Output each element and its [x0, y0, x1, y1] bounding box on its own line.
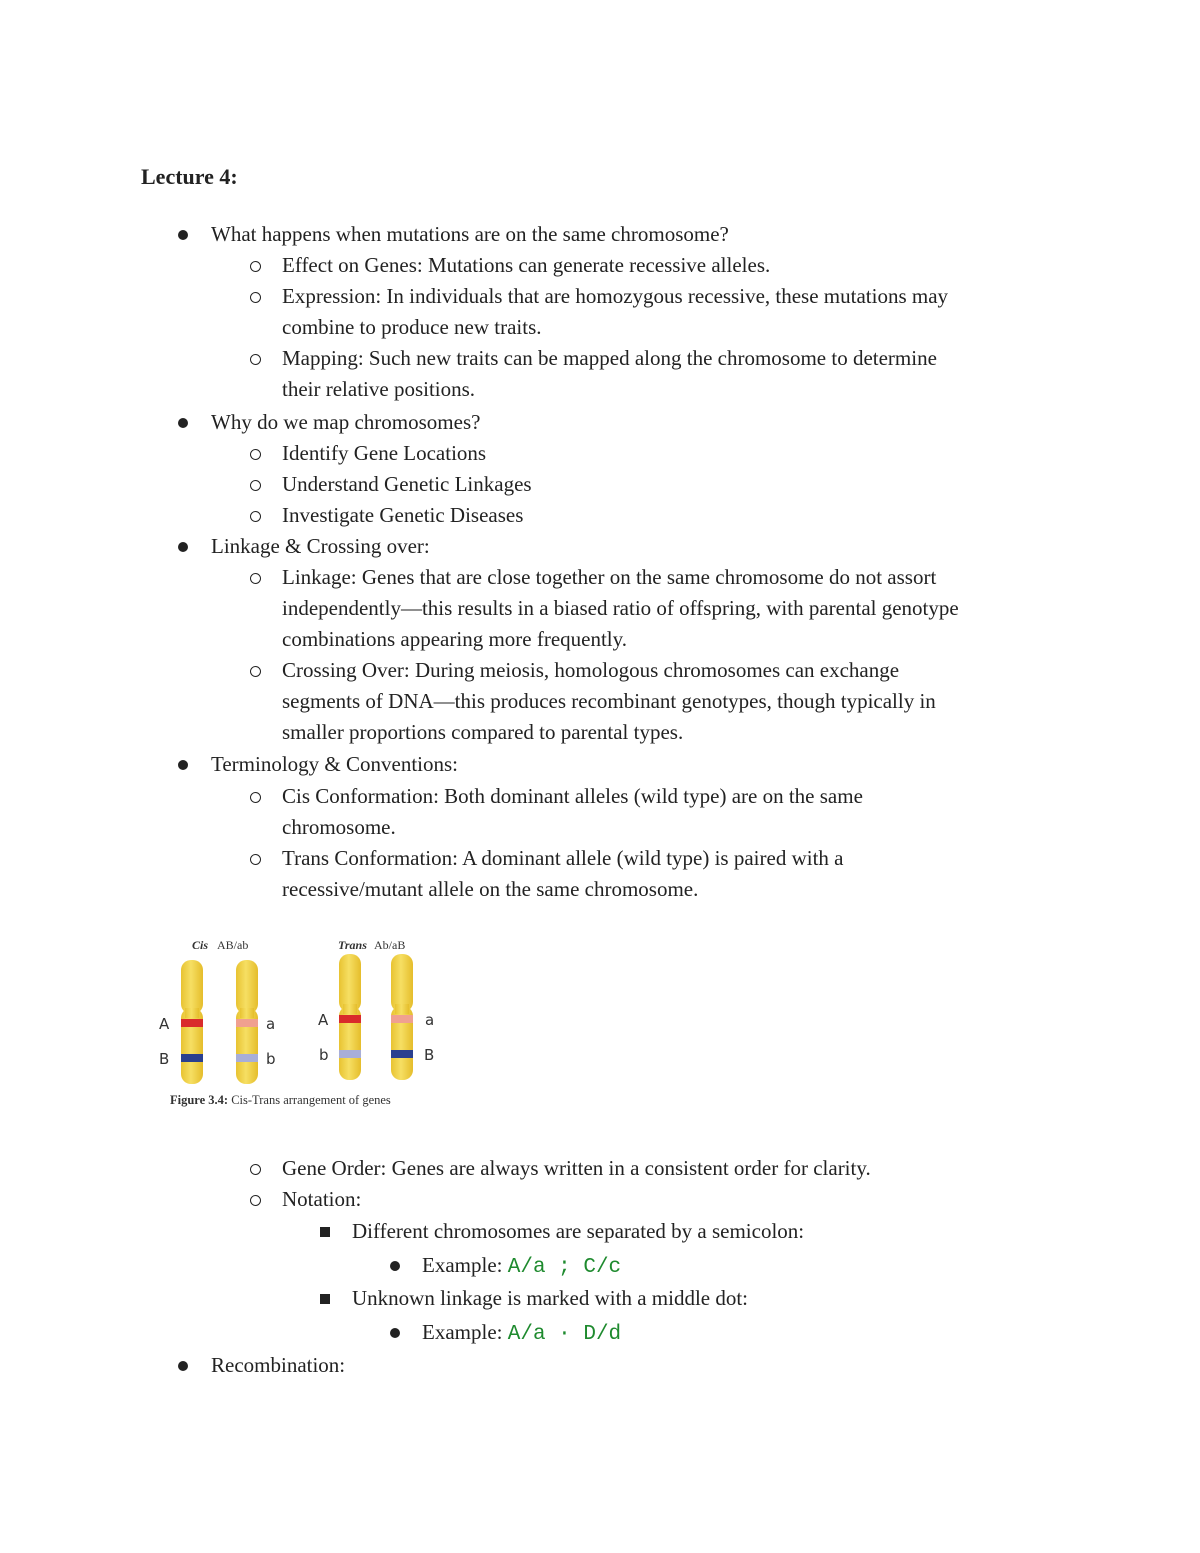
bullet-circle-icon [250, 1195, 261, 1206]
allele-band [236, 1054, 258, 1062]
cis-chromosome-1 [181, 960, 203, 1084]
cis-trans-figure [150, 930, 440, 1115]
bullet-circle-icon [250, 511, 261, 522]
example-code: A/a · D/d [507, 1323, 622, 1346]
allele-label: b [266, 1050, 276, 1068]
bullet-circle-icon [250, 666, 261, 677]
allele-label: a [266, 1015, 276, 1033]
allele-band [181, 1054, 203, 1062]
list-item-continuation: independently—this results in a biased ratio of offspring, with parental genotype [282, 596, 959, 620]
bullet-circle-icon [250, 261, 261, 272]
allele-label: a [425, 1011, 435, 1029]
list-item: Gene Order: Genes are always written in a consistent order for clarity. [282, 1156, 871, 1180]
list-item: Cis Conformation: Both dominant alleles (wild type) are on the same [282, 784, 863, 808]
trans-chromosome-1 [339, 954, 361, 1080]
list-item-continuation: combinations appearing more frequently. [282, 627, 628, 651]
list-item: Expression: In individuals that are homozygous recessive, these mutations may [282, 284, 949, 308]
bullet-square-icon [320, 1294, 330, 1304]
example-line [422, 1317, 621, 1350]
trans-genotype: Ab/aB [374, 938, 406, 952]
example-line [422, 1250, 621, 1283]
bullet-circle-icon [250, 1164, 261, 1175]
bullet-circle-icon [250, 792, 261, 803]
trans-chromosome-2 [391, 954, 413, 1080]
bullet-circle-icon [250, 354, 261, 365]
allele-band [339, 1050, 361, 1058]
allele-label: A [318, 1011, 329, 1029]
example-label: Example: [422, 1253, 503, 1277]
list-item: Linkage: Genes that are close together on the same chromosome do not assort [282, 565, 937, 589]
list-item: Trans Conformation: A dominant allele (wild type) is paired with a [282, 846, 844, 870]
list-item: Identify Gene Locations [282, 441, 487, 465]
bullet-dot-icon [178, 760, 188, 770]
allele-label: B [424, 1046, 435, 1064]
example-code: A/a ; C/c [507, 1256, 622, 1279]
example-label: Example: [422, 1320, 503, 1344]
list-item: Understand Genetic Linkages [282, 472, 532, 496]
list-item: Mapping: Such new traits can be mapped along the chromosome to determine [282, 346, 937, 370]
bullet-dot-icon [178, 542, 188, 552]
allele-band [391, 1050, 413, 1058]
allele-label: B [159, 1050, 170, 1068]
allele-band [391, 1015, 413, 1023]
bullet-dot-icon [390, 1261, 400, 1271]
caption-label: Figure 3.4: [170, 1093, 229, 1107]
section-heading: Terminology & Conventions: [211, 752, 459, 776]
list-item-continuation: their relative positions. [282, 377, 476, 401]
sub-list-item: Unknown linkage is marked with a middle dot: [352, 1286, 749, 1310]
section-heading: Why do we map chromosomes? [211, 410, 481, 434]
list-item-continuation: recessive/mutant allele on the same chromosome. [282, 877, 699, 901]
list-item: Crossing Over: During meiosis, homologous chromosomes can exchange [282, 658, 900, 682]
list-item: Investigate Genetic Diseases [282, 503, 524, 527]
allele-band [236, 1019, 258, 1027]
bullet-circle-icon [250, 292, 261, 303]
list-item-continuation: smaller proportions compared to parental types. [282, 720, 684, 744]
bullet-square-icon [320, 1227, 330, 1237]
bullet-circle-icon [250, 854, 261, 865]
section-heading: Linkage & Crossing over: [211, 534, 430, 558]
page-title: Lecture 4: [141, 164, 238, 189]
allele-band [339, 1015, 361, 1023]
section-heading: What happens when mutations are on the same chromosome? [211, 222, 729, 246]
figure-caption [170, 1093, 391, 1107]
cis-chromosome-2 [236, 960, 258, 1084]
bullet-circle-icon [250, 480, 261, 491]
cis-genotype: AB/ab [217, 938, 249, 952]
allele-label: A [159, 1015, 170, 1033]
list-item-continuation: combine to produce new traits. [282, 315, 542, 339]
list-item-continuation: segments of DNA—this produces recombinant genotypes, though typically in [282, 689, 936, 713]
bullet-dot-icon [178, 1361, 188, 1371]
trans-label: Trans [338, 938, 367, 952]
bullet-circle-icon [250, 449, 261, 460]
section-heading: Recombination: [211, 1353, 346, 1377]
list-item: Notation: [282, 1187, 362, 1211]
list-item-continuation: chromosome. [282, 815, 396, 839]
bullet-circle-icon [250, 573, 261, 584]
allele-band [181, 1019, 203, 1027]
bullet-dot-icon [390, 1328, 400, 1338]
bullet-dot-icon [178, 230, 188, 240]
caption-text: Cis-Trans arrangement of genes [228, 1093, 391, 1107]
allele-label: b [319, 1046, 329, 1064]
bullet-dot-icon [178, 418, 188, 428]
sub-list-item: Different chromosomes are separated by a semicolon: [352, 1219, 805, 1243]
list-item: Effect on Genes: Mutations can generate recessive alleles. [282, 253, 771, 277]
cis-label: Cis [192, 938, 209, 952]
